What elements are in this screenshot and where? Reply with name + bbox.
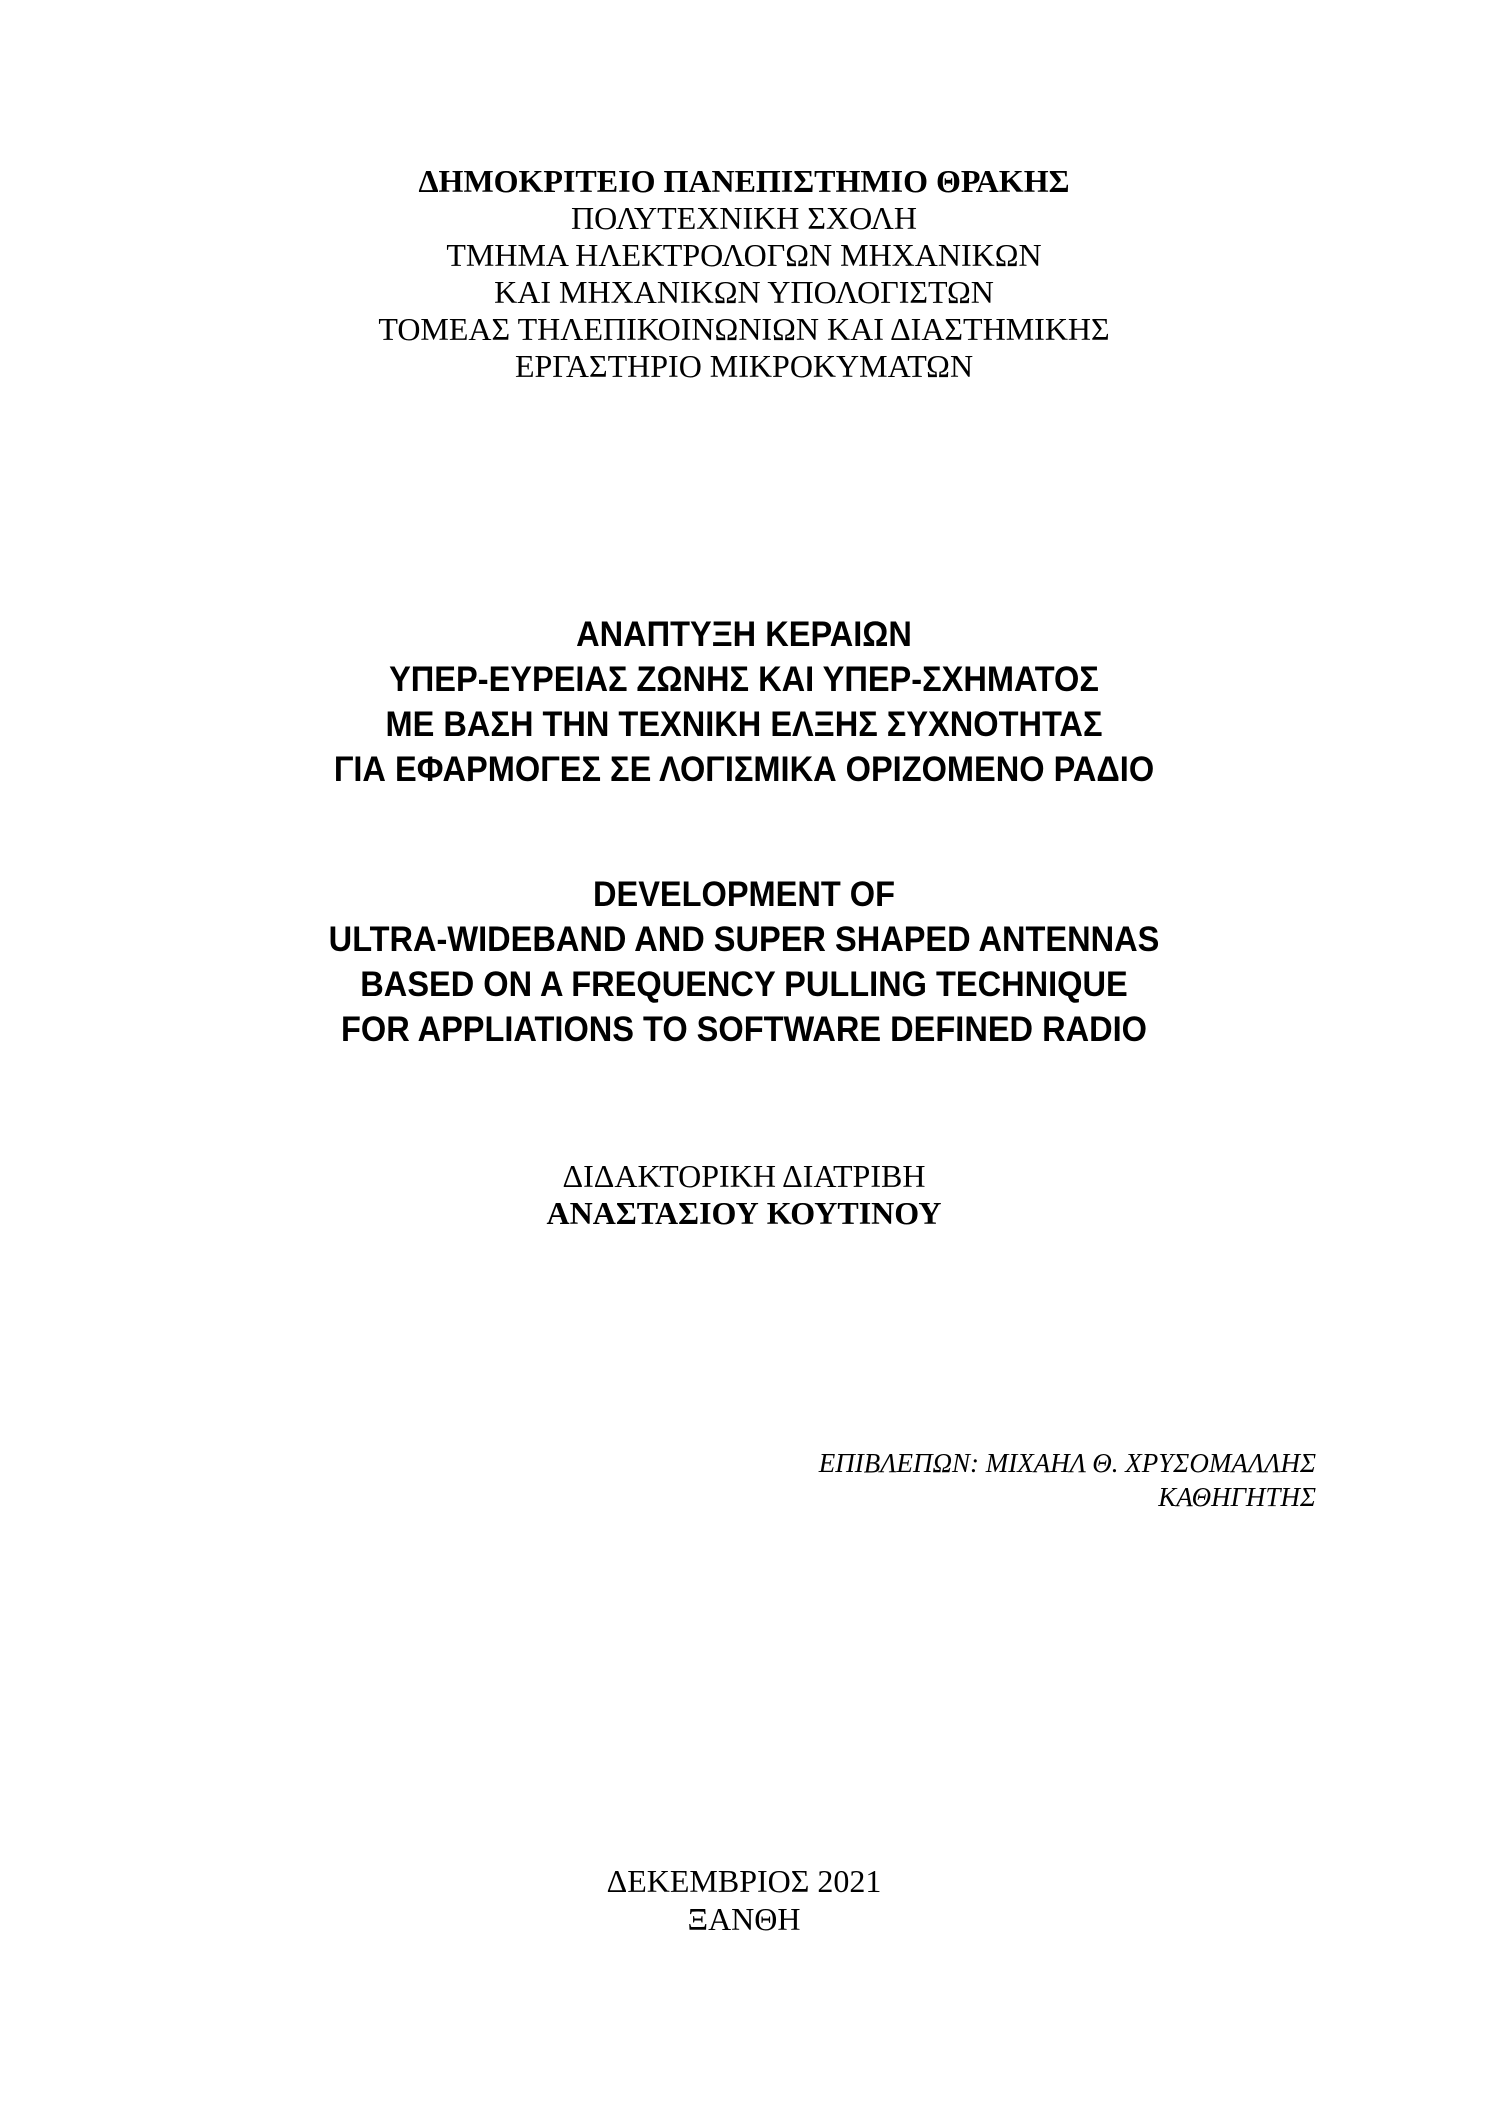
english-title [52, 872, 1436, 1052]
school-name: ΠΟΛΥΤΕΧΝΙΚΗ ΣΧΟΛΗ [571, 200, 917, 236]
department-name-line2: ΚΑΙ ΜΗΧΑΝΙΚΩΝ ΥΠΟΛΟΓΙΣΤΩΝ [494, 274, 994, 310]
greek-title-line: ΓΙΑ ΕΦΑΡΜΟΓΕΣ ΣΕ ΛΟΓΙΣΜΙΚΑ ΟΡΙΖΟΜΕΝΟ ΡΑΔΙΟ [333, 750, 1155, 789]
greek-title-line: ΥΠΕΡ-ΕΥΡΕΙΑΣ ΖΩΝΗΣ ΚΑΙ ΥΠΕΡ-ΣΧΗΜΑΤΟΣ [389, 660, 1099, 699]
thesis-type: ΔΙΔΑΚΤΟΡΙΚΗ ΔΙΑΤΡΙΒΗ [562, 1158, 926, 1194]
sector-name: ΤΟΜΕΑΣ ΤΗΛΕΠΙΚΟΙΝΩΝΙΩΝ ΚΑΙ ΔΙΑΣΤΗΜΙΚΗΣ [378, 311, 1110, 347]
department-name-line1: ΤΜΗΜΑ ΗΛΕΚΤΡΟΛΟΓΩΝ ΜΗΧΑΝΙΚΩΝ [446, 237, 1042, 273]
supervisor-info [819, 1446, 1316, 1514]
english-title-line: FOR APPLIATIONS TO SOFTWARE DEFINED RADIO [341, 1010, 1147, 1049]
greek-title [52, 612, 1436, 792]
date-place [0, 1862, 1488, 1938]
greek-title-line: ΑΝΑΠΤΥΞΗ ΚΕΡΑΙΩΝ [576, 615, 912, 654]
author-name: ΑΝΑΣΤΑΣΙΟΥ ΚΟΥΤΙΝΟΥ [546, 1195, 942, 1231]
supervisor-title: ΚΑΘΗΓΗΤΗΣ [1158, 1482, 1316, 1512]
thesis-place: ΞΑΝΘΗ [687, 1901, 801, 1937]
university-name: ΔΗΜΟΚΡΙΤΕΙΟ ΠΑΝΕΠΙΣΤΗΜΙΟ ΘΡΑΚΗΣ [418, 163, 1070, 199]
english-title-line: DEVELOPMENT OF [592, 875, 896, 914]
thesis-date: ΔΕΚΕΜΒΡΙΟΣ 2021 [606, 1863, 882, 1899]
institution-header [0, 163, 1488, 385]
thesis-info [0, 1158, 1488, 1232]
english-title-line: BASED ON A FREQUENCY PULLING TECHNIQUE [360, 965, 1128, 1004]
english-title-line: ULTRA-WIDEBAND AND SUPER SHAPED ANTENNAS [328, 920, 1160, 959]
greek-title-line: ΜΕ ΒΑΣΗ ΤΗΝ ΤΕΧΝΙΚΗ ΕΛΞΗΣ ΣΥΧΝΟΤΗΤΑΣ [385, 705, 1103, 744]
lab-name: ΕΡΓΑΣΤΗΡΙΟ ΜΙΚΡΟΚΥΜΑΤΩΝ [514, 348, 974, 384]
supervisor-name: ΕΠΙΒΛΕΠΩΝ: ΜΙΧΑΗΛ Θ. ΧΡΥΣΟΜΑΛΛΗΣ [818, 1448, 1316, 1478]
